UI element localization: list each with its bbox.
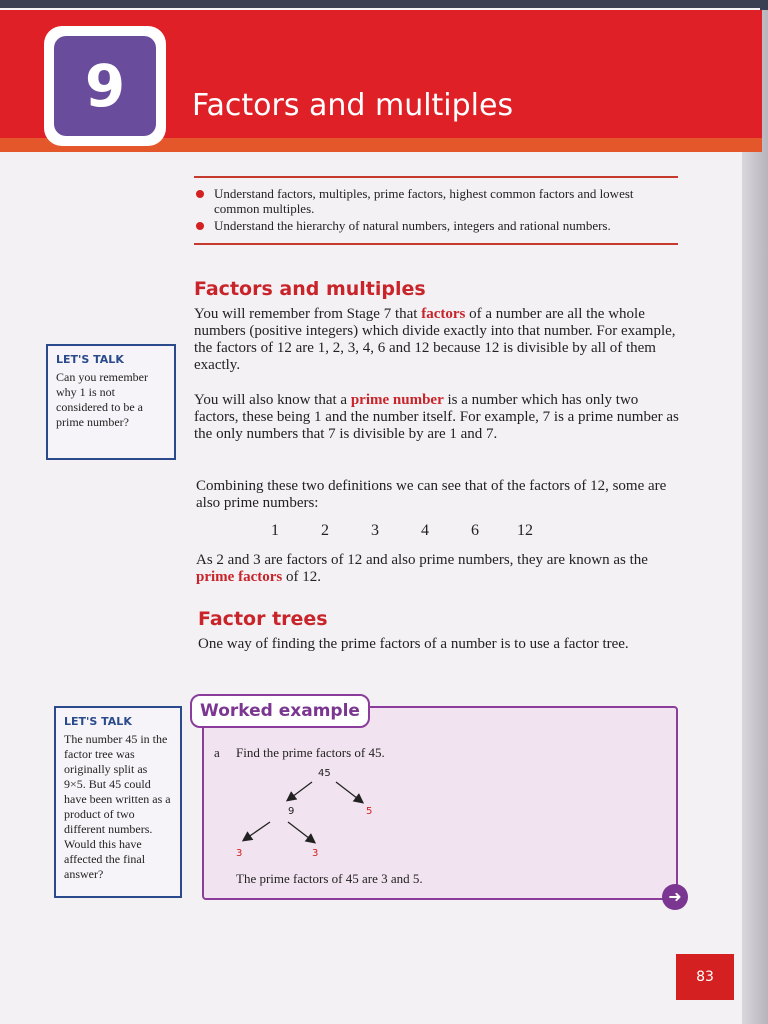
tree-node-right: 5 (366, 806, 373, 817)
paragraph-prime-factors (196, 552, 684, 586)
text: of a number are all the whole numbers (positive integers) which divide exactly into that number. For example, the factors of 12 are 1, 2, 3, 4, 6 and 12 because 12 is divisible by all of them exactly. (194, 306, 676, 373)
worked-answer: The prime factors of 45 are 3 and 5. (236, 871, 423, 886)
factor-value: 6 (471, 522, 479, 539)
paragraph-factor-trees: One way of finding the prime factors of a number is to use a factor tree. (198, 636, 629, 652)
bullet-icon (196, 190, 204, 198)
lets-talk-title: LET'S TALK (56, 353, 124, 366)
branch-arrow (244, 822, 270, 840)
chapter-badge (44, 26, 166, 146)
text: You will remember from Stage 7 that (194, 306, 422, 322)
factor-value: 12 (517, 522, 533, 539)
tree-node-left-left: 3 (236, 848, 243, 859)
lets-talk-text: Can you remember why 1 is not considered to be a prime number? (56, 370, 148, 429)
lets-talk-text: The number 45 in the factor tree was originally split as 9×5. But 45 could have been written as a product of two different numbers. Would this have affected the final answer? (64, 732, 171, 881)
tree-node-left-right: 3 (312, 848, 319, 859)
page-number: 83 (676, 954, 734, 1000)
factor-value: 3 (371, 522, 379, 539)
objective-item (194, 186, 678, 216)
lets-talk-title: LET'S TALK (64, 715, 132, 728)
branch-arrow (288, 822, 314, 842)
branch-arrow (336, 782, 362, 802)
key-term: prime number (350, 392, 444, 408)
text: of 12. (282, 569, 321, 585)
objective-text: Understand factors, multiples, prime factors, highest common factors and lowest common multiples. (214, 186, 634, 216)
worked-question: Find the prime factors of 45. (236, 745, 385, 760)
lets-talk-box (54, 706, 182, 898)
tree-node-left: 9 (288, 806, 295, 817)
chapter-title: Factors and multiples (192, 88, 514, 123)
part-label: a (214, 745, 220, 760)
chapter-number: 9 (54, 36, 156, 136)
objective-text: Understand the hierarchy of natural numbers, integers and rational numbers. (214, 218, 611, 233)
factor-tree-branches (230, 770, 380, 850)
factor-value: 1 (271, 522, 279, 539)
section-heading: Factor trees (198, 608, 328, 630)
paragraph-factors (194, 306, 684, 374)
text: is a number which has only two factors, these being 1 and the number itself. For example, 7 is a prime number as the only numbers that 7 is divisible by are 1 and 7. (194, 392, 679, 442)
continue-arrow-icon: ➜ (662, 884, 688, 910)
branch-arrow (288, 782, 312, 800)
factor-value: 4 (421, 522, 429, 539)
factor-list (250, 522, 550, 540)
factor-value: 2 (321, 522, 329, 539)
text: As 2 and 3 are factors of 12 and also prime numbers, they are known as the (196, 552, 648, 568)
key-term: prime factors (196, 569, 283, 585)
section-heading: Factors and multiples (194, 278, 426, 300)
learning-objectives (194, 176, 678, 245)
paragraph-combining: Combining these two definitions we can see that of the factors of 12, some are also prime numbers: (196, 478, 667, 511)
paragraph-prime (194, 392, 684, 443)
lets-talk-box (46, 344, 176, 460)
worked-example-tab: Worked example (190, 694, 370, 728)
bullet-icon (196, 222, 204, 230)
text: You will also know that a (194, 392, 351, 408)
page-edge (742, 10, 768, 1024)
objective-item (194, 218, 678, 233)
tree-node-root: 45 (318, 768, 331, 779)
key-term: factors (421, 306, 466, 322)
